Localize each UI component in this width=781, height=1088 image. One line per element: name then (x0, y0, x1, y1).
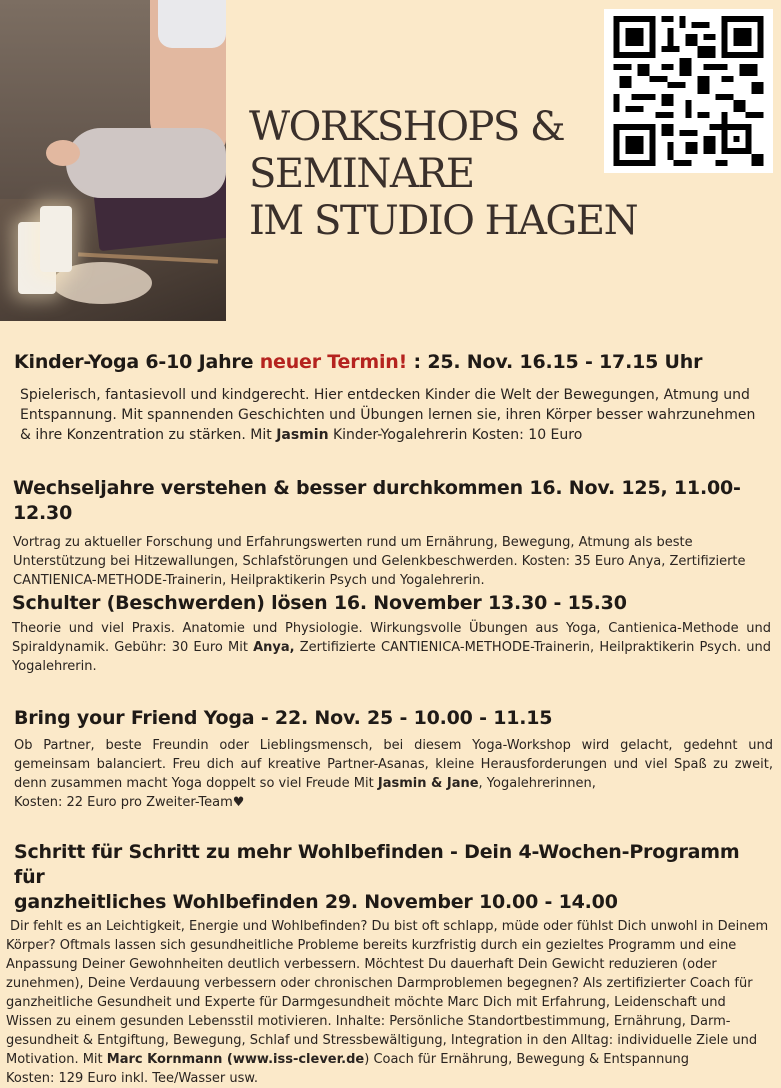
title-line-3: IM STUDIO HAGEN (249, 198, 638, 244)
page-title (249, 104, 637, 245)
event-cost: Kosten: 129 Euro inkl. Tee/Wasser usw. (6, 1071, 258, 1086)
event-cost: Kosten: 22 Euro pro Zweiter-Team♥ (14, 795, 245, 810)
event-title: Schulter (Beschwerden) lösen 16. November 13.30 - 15.30 (12, 592, 627, 614)
event-description: Theorie und viel Praxis. Anatomie und Physiologie. Wirkungsvolle Übungen aus Yoga, Cantienica-Methode und Spiraldynamik. Gebühr: 30 Euro Mit Anya, Zertifizierte CANTIENICA-METHODE-Trainerin, Heilpraktikerin Psych. und Yogalehrerin. (12, 621, 772, 674)
event-description: Dir fehlt es an Leichtigkeit, Energie und Wohlbefinden? Du bist oft schlapp, müde oder fühlst Dich unwohl in Deinem Körper? Oftmals lassen sich gesundheitliche Probleme bereits kurzfristig durch ein gezieltes Programm und eine Anpassung Deiner Gewohnheiten deutlich verbessern. Möchtest Du dauerhaft Dein Gewicht reduzieren (oder zunehmen), Deine Verdauung verbessern oder chronischen Darmproblemen begegnen? Als zertifizierter Coach für ganzheitliche Gesundheit und Experte für Darmgesundheit möchte Marc Dich mit Erfahrung, Leidenschaft und Wissen zu einem gesunden Lebensstil motivieren. Inhalte: Persönliche Standortbestimmung, Ernährung, Darm-gesundheit & Entgiftung, Bewegung, Schlaf und Stressbewältigung, Integration in den Alltag: individuelle Ziele und Motivation. Mit Marc Kornmann (www.iss-clever.de) Coach für Ernährung, Bewegung & Entspannung (6, 919, 769, 1067)
event-bring-your-friend (14, 706, 773, 812)
event-description: Ob Partner, beste Freundin oder Lieblingsmensch, bei diesem Yoga-Workshop wird gelacht, gedehnt und gemeinsam balanciert. Freu dich auf kreative Partner-Asanas, kleine Herausforderungen und viel Spaß zu zweit, denn zusammen macht Yoga doppelt so viel Freude Mit Jasmin & Jane, Yogalehrerinnen, (14, 738, 773, 791)
event-schulter (12, 591, 771, 676)
event-kinder-yoga (14, 350, 769, 445)
yoga-candles-photo (0, 0, 226, 321)
event-title: Kinder-Yoga 6-10 Jahre neuer Termin! : 25. Nov. 16.15 - 17.15 Uhr (14, 351, 703, 373)
title-line-1: WORKSHOPS & (249, 104, 565, 150)
new-date-badge: neuer Termin! (259, 351, 408, 373)
event-title: Bring your Friend Yoga - 22. Nov. 25 - 10.00 - 11.15 (14, 707, 553, 729)
event-description: Vortrag zu aktueller Forschung und Erfahrungswerten rund um Ernährung, Bewegung, Atmung als beste Unterstützung bei Hitzewallungen, Schlafstörungen und Gelenkbeschwerden. Kosten: 35 Euro Anya, Zertifizierte CANTIENICA-METHODE-Trainerin, Heilpraktikerin Psych und Yogalehrerin. (13, 535, 746, 588)
event-wechseljahre (13, 476, 770, 590)
event-title: Wechseljahre verstehen & besser durchkommen 16. Nov. 125, 11.00-12.30 (13, 477, 741, 524)
title-line-2: SEMINARE (249, 151, 474, 197)
event-title: Schritt für Schritt zu mehr Wohlbefinden - Dein 4-Wochen-Programm für ganzheitliches Wohlbefinden 29. November 10.00 - 14.00 (14, 841, 740, 913)
event-description: Spielerisch, fantasievoll und kindgerecht. Hier entdecken Kinder die Welt der Bewegungen, Atmung und Entspannung. Mit spannenden Geschichten und Übungen lernen sie, ihren Körper besser wahrzunehmen & ihre Konzentration zu stärken. Mit Jasmin Kinder-Yogalehrerin Kosten: 10 Euro (20, 387, 756, 443)
event-wohlbefinden (6, 840, 771, 1088)
